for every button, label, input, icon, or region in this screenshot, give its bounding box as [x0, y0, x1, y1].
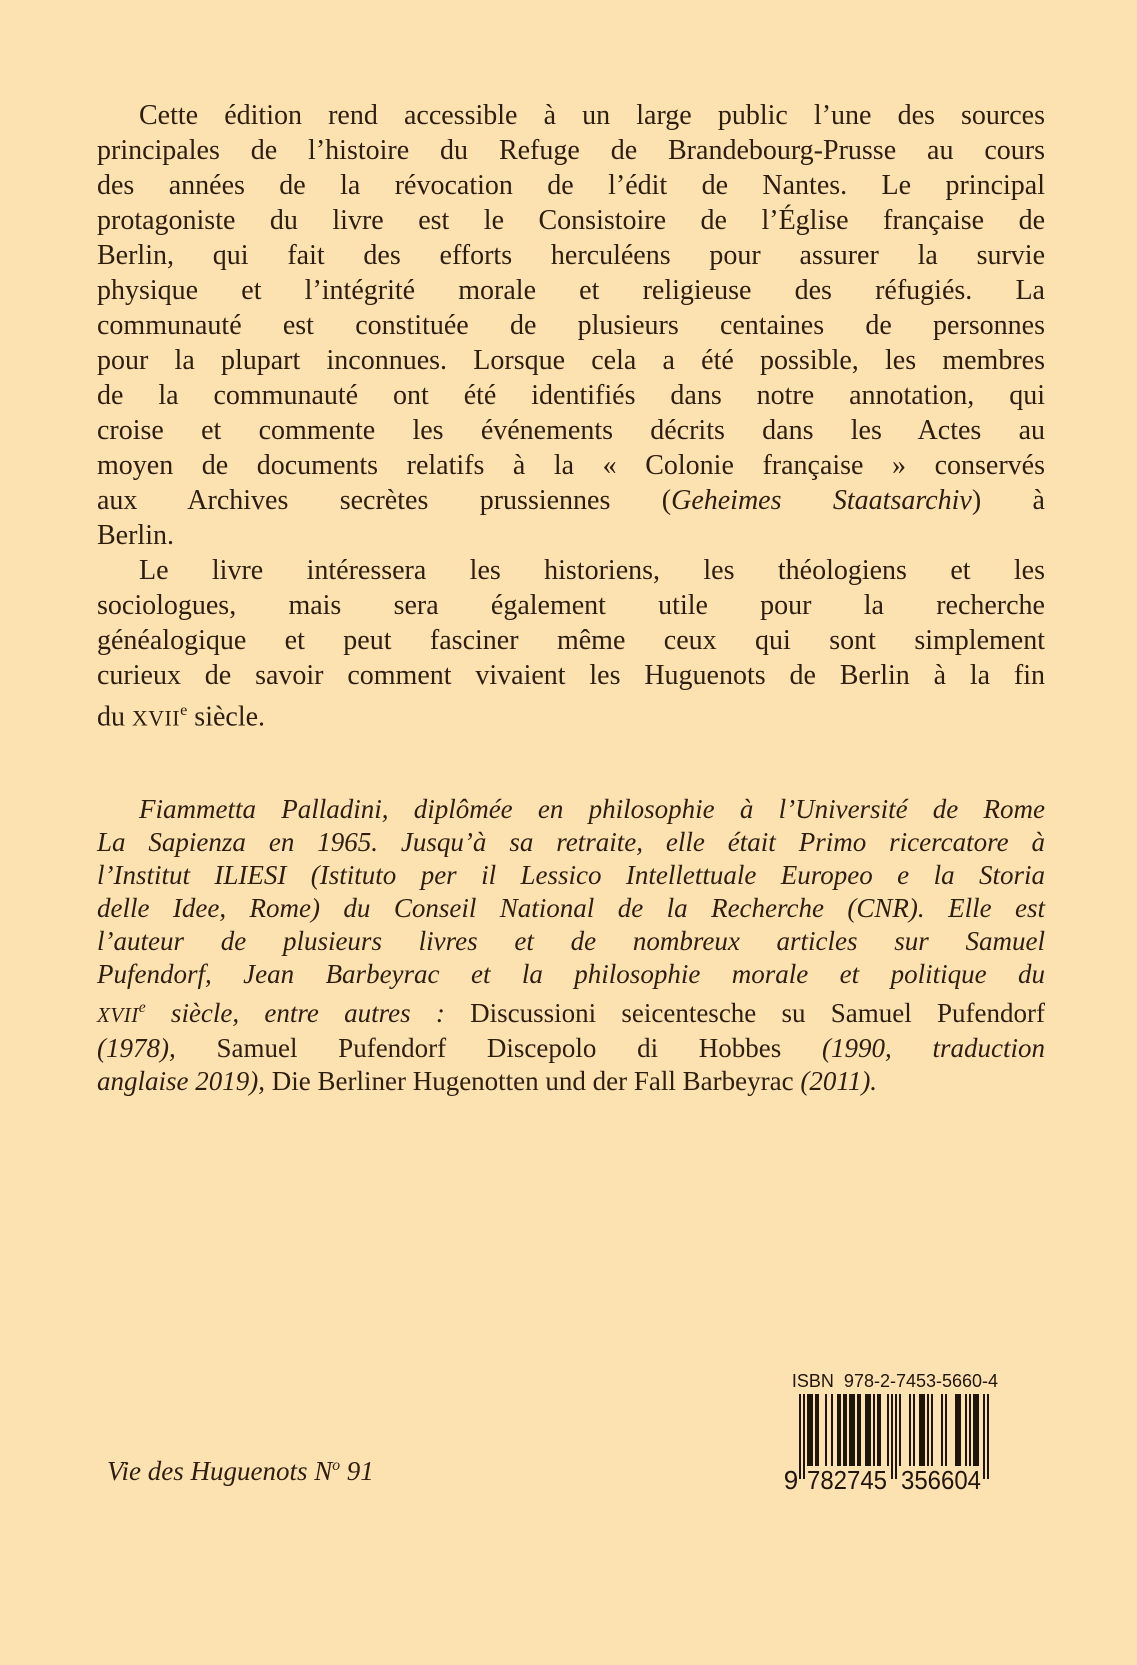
- paragraph: [97, 98, 1045, 553]
- text-line: La Sapienza en 1965. Jusqu’à sa retraite, elle était Primo ricercatore à: [97, 827, 1045, 857]
- text-line: Le livre intéressera les historiens, les théologiens et les: [139, 555, 1045, 586]
- text-line: généalogique et peut fasciner même ceux qui sont simplement: [97, 625, 1045, 656]
- text-line: anglaise 2019), Die Berliner Hugenotten und der Fall Barbeyrac (2011).: [97, 1066, 878, 1096]
- text-line: curieux de savoir comment vivaient les Huguenots de Berlin à la fin: [97, 660, 1045, 691]
- text-line: Cette édition rend accessible à un large public l’une des sources: [139, 100, 1045, 131]
- text-line: principales de l’histoire du Refuge de Brandebourg-Prusse au cours: [97, 135, 1045, 166]
- text-line: croise et commente les événements décrits dans les Actes au: [97, 415, 1045, 446]
- barcode-digits: 356604: [901, 1465, 981, 1494]
- text-line: pour la plupart inconnues. Lorsque cela a été possible, les membres: [97, 345, 1045, 376]
- text-line: sociologues, mais sera également utile pour la recherche: [97, 590, 1045, 621]
- text-line: XVIIe siècle, entre autres : Discussioni seicentesche su Samuel Pufendorf: [97, 998, 1045, 1028]
- ean13-barcode-svg: [783, 1394, 993, 1494]
- paragraph: [97, 793, 1045, 1098]
- text-line: l’auteur de plusieurs livres et de nombreux articles sur Samuel: [97, 926, 1045, 956]
- text-line: physique et l’intégrité morale et religieuse des réfugiés. La: [97, 275, 1045, 306]
- paragraph: [97, 553, 1045, 736]
- barcode-digits: 9: [783, 1465, 799, 1494]
- text-line: protagoniste du livre est le Consistoire de l’Église française de: [97, 205, 1045, 236]
- series-label: [107, 1456, 374, 1487]
- synopsis: [97, 98, 1045, 736]
- text-line: communauté est constituée de plusieurs centaines de personnes: [97, 310, 1045, 341]
- text-line: l’Institut ILIESI (Istituto per il Lessico Intellettuale Europeo e la Storia: [97, 860, 1045, 890]
- author-note: [97, 793, 1045, 1098]
- text-line: Pufendorf, Jean Barbeyrac et la philosophie morale et politique du: [97, 959, 1045, 989]
- text-line: Berlin.: [97, 520, 174, 551]
- text-line: delle Idee, Rome) du Conseil National de la Recherche (CNR). Elle est: [97, 893, 1045, 923]
- text-line: des années de la révocation de l’édit de Nantes. Le principal: [97, 170, 1045, 201]
- barcode-digits: 782745: [807, 1465, 887, 1494]
- text-line: (1978), Samuel Pufendorf Discepolo di Hobbes (1990, traduction: [97, 1033, 1045, 1063]
- text-line: du XVIIe siècle.: [97, 701, 266, 733]
- isbn-label: ISBN 978-2-7453-5660-4: [791, 1371, 999, 1391]
- text-line: aux Archives secrètes prussiennes (Geheimes Staatsarchiv) à: [97, 485, 1045, 516]
- text-line: de la communauté ont été identifiés dans notre annotation, qui: [97, 380, 1045, 411]
- text-line: Fiammetta Palladini, diplômée en philosophie à l’Université de Rome: [139, 794, 1045, 824]
- text-line: Vie des Huguenots $N^o$ 91: [107, 1456, 374, 1486]
- text-line: Berlin, qui fait des efforts herculéens pour assurer la survie: [97, 240, 1045, 271]
- text-line: moyen de documents relatifs à la « Colonie française » conservés: [97, 450, 1045, 481]
